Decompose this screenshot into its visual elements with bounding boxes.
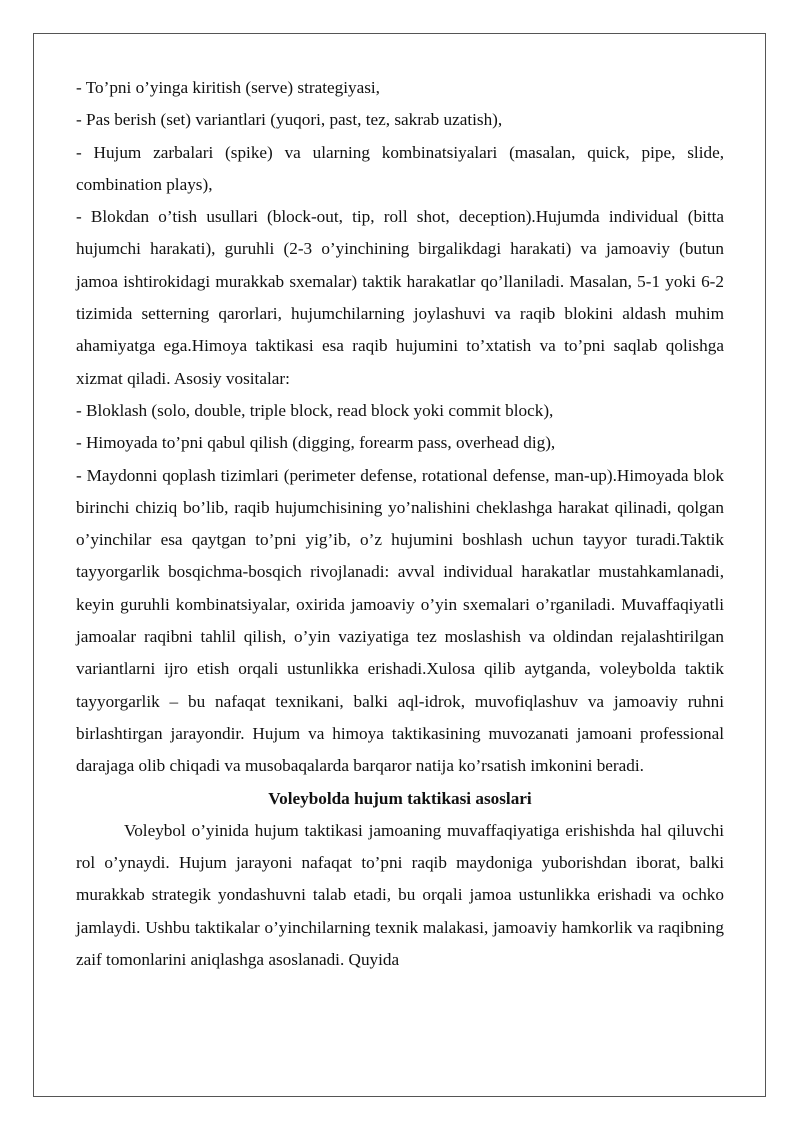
list-item-spike: - Hujum zarbalari (spike) va ularning kombinatsiyalari (masalan, quick, pipe, slide, combination plays), <box>76 142 724 194</box>
list-item-serve: - To’pni o’yinga kiritish (serve) strategiyasi, <box>76 78 380 97</box>
list-item-set: - Pas berish (set) variantlari (yuqori, past, tez, sakrab uzatish), <box>76 110 503 130</box>
document-body <box>76 72 724 976</box>
list-item-blocking: - Bloklash (solo, double, triple block, read block yoki commit block), <box>76 400 554 420</box>
list-item-digging: - Himoyada to’pni qabul qilish (digging, forearm pass, overhead dig), <box>76 433 556 453</box>
section-heading: Voleybolda hujum taktikasi asoslari <box>268 788 532 808</box>
list-item-court-coverage: - Maydonni qoplash tizimlari (perimeter defense, rotational defense, man-up).Himoyada blok birinchi chiziq bo’lib, raqib hujumchisining yo’nalishini cheklashga harakat qilinadi, qolgan o’yinchilar esa qaytgan to’pni yig’ib, o’z hujumini boshlash uchun tayyor turadi.Taktik tayyorgarlik bosqichma-bosqich rivojlanadi: avval individual harakatlar mustahkamlanadi, keyin guruhli kombinatsiyalar, oxirida jamoaviy o’yin sxemalari o’rganiladi. Muvaffaqiyatli jamoalar raqibni tahlil qilish, o’yin vaziyatiga tez moslashish va oldindan rejalashtirilgan variantlarni ijro etish orqali ustunlikka erishadi.Xulosa qilib aytganda, voleybolda taktik tayyorgarlik – bu nafaqat texnikani, balki aql-idrok, muvofiqlashuv va jamoaviy ruhni birlashtirgan jarayondir. Hujum va himoya taktikasining muvozanati jamoani professional darajaga olib chiqadi va musobaqalarda barqaror natija ko’rsatish imkonini beradi. <box>76 465 724 776</box>
section-paragraph: Voleybol o’yinida hujum taktikasi jamoaning muvaffaqiyatiga erishishda hal qiluvchi rol o’ynaydi. Hujum jarayoni nafaqat to’pni raqib maydoniga yuborishdan iborat, balki murakkab strategik yondashuvni talab etadi, bu orqali jamoa ustunlikka erishadi va ochko jamlaydi. Ushbu taktikalar o’yinchilarning texnik malakasi, jamoaviy hamkorlik va raqibning zaif tomonlarini aniqlashga asoslanadi. Quyida <box>76 820 724 970</box>
list-item-block-out: - Blokdan o’tish usullari (block-out, tip, roll shot, deception).Hujumda individual (bitta hujumchi harakati), guruhli (2-3 o’yinchining birgalikdagi harakati) va jamoaviy (butun jamoa ishtirokidagi murakkab sxemalar) taktik harakatlar qo’llaniladi. Masalan, 5-1 yoki 6-2 tizimida setterning qarorlari, hujumchilarning joylashuvi va raqib blokini aldash muhim ahamiyatga ega.Himoya taktikasi esa raqib hujumini to’xtatish va to’pni saqlab qolishga xizmat qiladi. Asosiy vositalar: <box>76 207 724 388</box>
